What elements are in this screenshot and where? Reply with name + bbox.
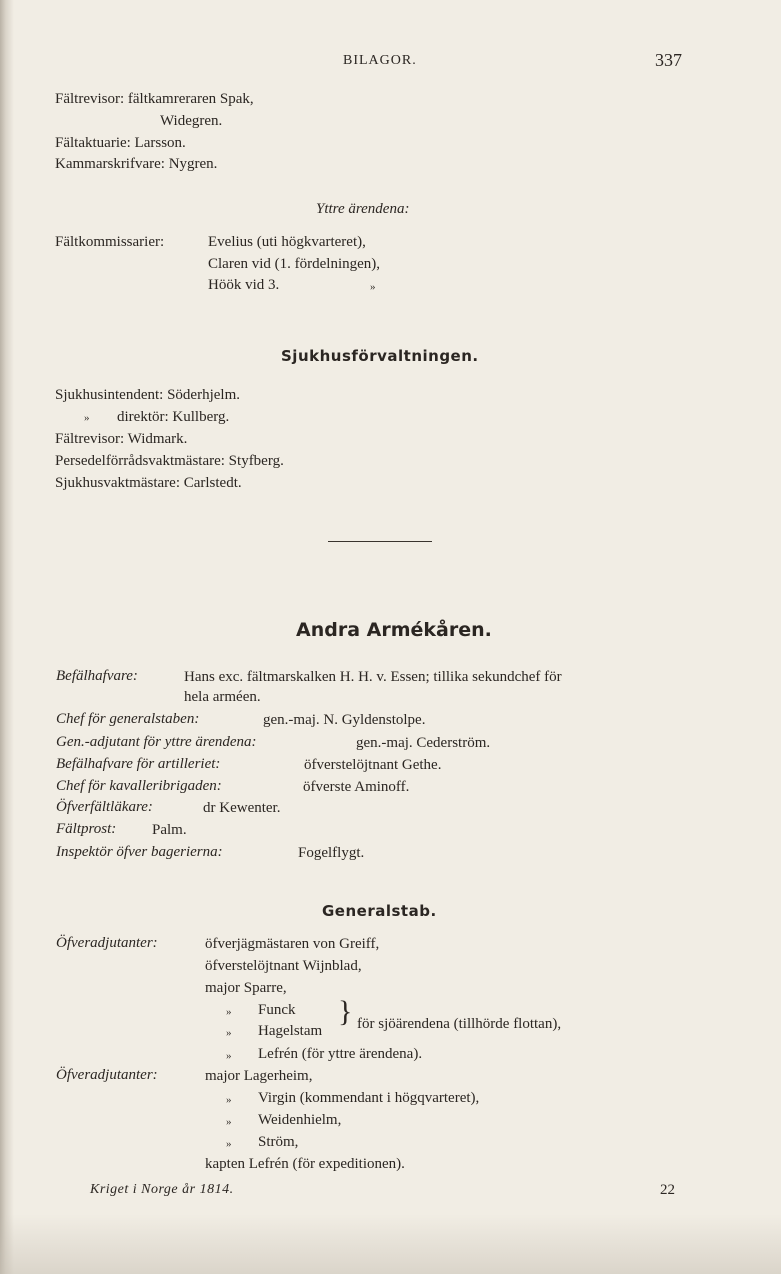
entry-text: Palm. bbox=[152, 822, 187, 838]
text-line: Fältaktuarie: Larsson. bbox=[55, 135, 186, 151]
entry-label: Chef för kavalleribrigaden: bbox=[56, 778, 222, 794]
text-line: major Lagerheim, bbox=[205, 1068, 313, 1084]
text-line: Sjukhusvaktmästare: Carlstedt. bbox=[55, 475, 242, 491]
section-divider bbox=[328, 541, 432, 542]
ditto-mark: » bbox=[226, 1094, 232, 1106]
ditto-mark: » bbox=[226, 1006, 232, 1018]
entry-label: Fältprost: bbox=[56, 821, 117, 837]
entry-text: gen.-maj. Cederström. bbox=[356, 735, 491, 751]
running-header: BILAGOR. bbox=[343, 53, 417, 68]
entry-text: gen.-maj. N. Gyldenstolpe. bbox=[263, 712, 426, 728]
section-subheading: Yttre ärendena: bbox=[316, 201, 410, 217]
text-line: Lefrén (för yttre ärendena). bbox=[258, 1046, 423, 1062]
ditto-mark: » bbox=[226, 1050, 232, 1062]
page-bottom-shadow bbox=[0, 1214, 781, 1274]
page-edge-shadow bbox=[0, 0, 14, 1274]
entry-text: Fogelflygt. bbox=[298, 845, 365, 861]
text-line: Kammarskrifvare: Nygren. bbox=[55, 156, 218, 172]
ditto-mark: » bbox=[370, 281, 376, 293]
entry-text: hela arméen. bbox=[184, 689, 261, 705]
text-line: öfverstelöjtnant Wijnblad, bbox=[205, 958, 362, 974]
entry-label: Befälhafvare: bbox=[56, 668, 138, 684]
text-line: Fältrevisor: fältkamreraren Spak, bbox=[55, 91, 254, 107]
ditto-mark: » bbox=[226, 1138, 232, 1150]
entry-text: öfverstelöjtnant Gethe. bbox=[304, 757, 442, 773]
brace-text: för sjöärendena (tillhörde flottan), bbox=[357, 1016, 562, 1032]
text-line: Funck bbox=[258, 1002, 296, 1018]
entry-label: Fältkommissarier: bbox=[55, 234, 165, 250]
entry-text: öfverste Aminoff. bbox=[303, 779, 410, 795]
section-heading: Sjukhusförvaltningen. bbox=[281, 347, 479, 365]
text-line: Widegren. bbox=[160, 113, 223, 129]
text-line: kapten Lefrén (för expeditionen). bbox=[205, 1156, 405, 1172]
ditto-mark: » bbox=[226, 1116, 232, 1128]
signature-number: 22 bbox=[660, 1182, 675, 1198]
entry-label: Befälhafvare för artilleriet: bbox=[56, 756, 221, 772]
text-line: Evelius (uti högkvarteret), bbox=[208, 234, 366, 250]
entry-label: Öfveradjutanter: bbox=[56, 1067, 158, 1083]
text-line: Höök vid 3. bbox=[208, 277, 280, 293]
text-line: Weidenhielm, bbox=[258, 1112, 342, 1128]
text-line: Ström, bbox=[258, 1134, 299, 1150]
entry-text: Hans exc. fältmarskalken H. H. v. Essen; tillika sekundchef för bbox=[184, 669, 562, 685]
text-line: Virgin (kommendant i högqvarteret), bbox=[258, 1090, 480, 1106]
curly-brace: } bbox=[338, 995, 353, 1028]
entry-label: Gen.-adjutant för yttre ärendena: bbox=[56, 734, 257, 750]
entry-text: dr Kewenter. bbox=[203, 800, 281, 816]
text-line: öfverjägmästaren von Greiff, bbox=[205, 936, 380, 952]
text-line: major Sparre, bbox=[205, 980, 287, 996]
text-line: Persedelförrådsvaktmästare: Styfberg. bbox=[55, 453, 284, 469]
text-line: Claren vid (1. fördelningen), bbox=[208, 256, 381, 272]
footer-signature: Kriget i Norge år 1814. bbox=[90, 1182, 234, 1197]
entry-label: Inspektör öfver bagerierna: bbox=[56, 844, 223, 860]
entry-label: Öfveradjutanter: bbox=[56, 935, 158, 951]
text-line: Fältrevisor: Widmark. bbox=[55, 431, 188, 447]
text-line: direktör: Kullberg. bbox=[117, 409, 230, 425]
ditto-mark: » bbox=[226, 1027, 232, 1039]
entry-label: Öfverfältläkare: bbox=[56, 799, 153, 815]
text-line: Sjukhusintendent: Söderhjelm. bbox=[55, 387, 240, 403]
section-heading: Generalstab. bbox=[322, 902, 437, 920]
ditto-mark: » bbox=[84, 412, 90, 424]
text-line: Hagelstam bbox=[258, 1023, 323, 1039]
chapter-heading: Andra Armékåren. bbox=[296, 619, 492, 641]
entry-label: Chef för generalstaben: bbox=[56, 711, 200, 727]
page-number: 337 bbox=[655, 50, 682, 70]
